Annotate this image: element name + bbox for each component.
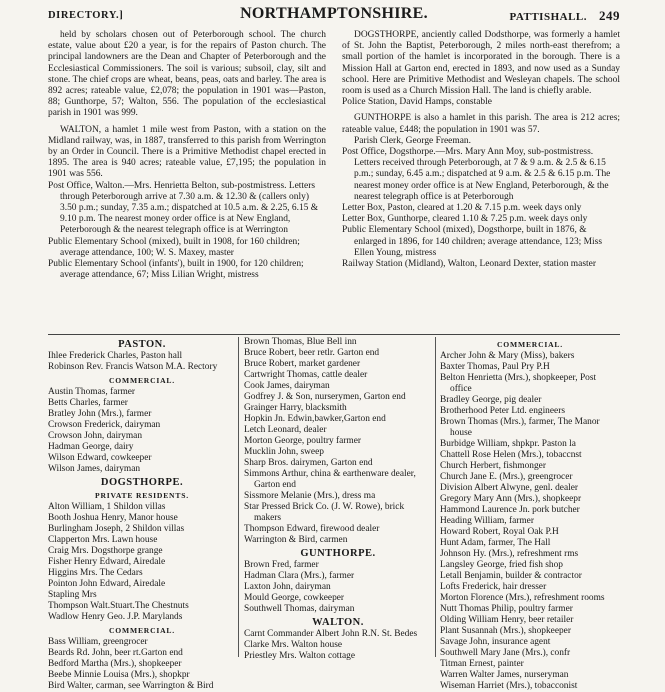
railway-station: Railway Station (Midland), Walton, Leonard Dexter, station master <box>342 259 596 270</box>
directory-entry: Hopkin Jn. Edwin,bawker,Garton end <box>244 414 386 424</box>
directory-entry: Alton William, 1 Shildon villas <box>48 502 166 512</box>
directory-entry: Betts Charles, farmer <box>48 398 128 408</box>
directory-entry: Olding William Henry, beer retailer <box>440 615 574 625</box>
gunthorpe-list <box>244 560 432 615</box>
directory-entry: Burlingham Joseph, 2 Shildon villas <box>48 524 185 534</box>
place-and-page <box>509 8 620 24</box>
directory-column-2 <box>244 337 432 661</box>
directory-entry: Beebe Minnie Louisa (Mrs.), shopkpr <box>48 670 190 680</box>
directory-entry: Hadman Clara (Mrs.), farmer <box>244 571 355 581</box>
directory-entry: Church Herbert, fishmonger <box>440 461 546 471</box>
walton-paragraph: WALTON, a hamlet 1 mile west from Paston, with a station on the Midland railway, was, in 1887, transferred to this parish from Werrington by an Order in Council. There is a Primitive Methodist chapel erected in 1895. The area is 940 acres; rateable value, £7,195; the population in 1901 was 556. <box>48 124 326 180</box>
section-label: DIRECTORY.] <box>48 10 124 21</box>
directory-entry: Letall Benjamin, builder & contractor <box>440 571 582 581</box>
directory-entry: Hadman George, dairy <box>48 442 134 452</box>
commercial-heading: COMMERCIAL. <box>109 376 175 385</box>
descriptive-text <box>48 30 620 334</box>
directory-entry: Crowson John, dairyman <box>48 431 143 441</box>
directory-entry: Bird Walter, carman, see Warrington & Bird <box>48 681 214 691</box>
directory-entry: Pointon John Edward, Airedale <box>48 579 166 589</box>
directory-entry: Titman Ernest, painter <box>440 659 524 669</box>
directory-entry: Mucklin John, sweep <box>244 447 324 457</box>
directory-entry: Belton Henrietta (Mrs.), shopkeeper, Post office <box>440 373 597 394</box>
walton-post-office: Post Office, Walton.—Mrs. Henrietta Belton, sub-postmistress. Letters through Peterborough arrive at 7.30 a.m. & 12.30 & (callers only) 3.50 p.m.; sunday, 7.35 a.m.; dispatched at 10.5 a.m. & 2.25, 6.15 & 9.10 p.m. The nearest money order office is at New England, Peterborough & the nearest telegraph office is at Werrington <box>48 180 319 236</box>
dogsthorpe-commercial-list <box>48 637 236 692</box>
place-name: PATTISHALL. <box>509 11 587 23</box>
directory-entry: Howard Robert, Royal Oak P.H <box>440 527 559 537</box>
section-divider <box>48 334 620 335</box>
directory-entry: Brown Thomas (Mrs.), farmer, The Manor house <box>440 417 600 438</box>
directory-entry: Brown Thomas, Blue Bell inn <box>244 337 357 347</box>
directory-entry: Craig Mrs. Dogsthorpe grange <box>48 546 163 556</box>
paston-commercial-list <box>48 387 236 475</box>
directory-entry: Heading William, farmer <box>440 516 534 526</box>
directory-entry: Archer John & Mary (Miss), bakers <box>440 351 575 361</box>
directory-entry: Higgins Mrs. The Cedars <box>48 568 143 578</box>
directory-entry: Ihlee Frederick Charles, Paston hall <box>48 351 183 361</box>
directory-entry: Morton George, poultry farmer <box>244 436 361 446</box>
directory-entry: Mould George, cowkeeper <box>244 593 345 603</box>
directory-entry: Grainger Harry, blacksmith <box>244 403 347 413</box>
private-residents-heading: PRIVATE RESIDENTS. <box>95 491 189 500</box>
county-title: NORTHAMPTONSHIRE. <box>240 5 428 22</box>
directory-entry: Laxton John, dairyman <box>244 582 331 592</box>
directory-entry: Sissmore Melanie (Mrs.), dress ma <box>244 491 376 501</box>
directory-entry: Stapling Mrs <box>48 590 97 600</box>
directory-entry: Bass William, greengrocer <box>48 637 148 647</box>
gunthorpe-heading: GUNTHORPE. <box>300 548 376 559</box>
directory-entry: Brown Fred, farmer <box>244 560 319 570</box>
directory-entry: Gregory Mary Ann (Mrs.), shopkeepr <box>440 494 582 504</box>
walton-heading: WALTON. <box>312 617 364 628</box>
directory-entry: Division Albert Alwyne, genl. dealer <box>440 483 578 493</box>
directory-entry: Clapperton Mrs. Lawn house <box>48 535 158 545</box>
directory-entry: Langsley George, fried fish shop <box>440 560 563 570</box>
directory-entry: Thompson Edward, firewood dealer <box>244 524 380 534</box>
paston-paragraph: held by scholars chosen out of Peterborough school. The church estate, value about £20 a year, is for the repairs of Paston church. The principal landowners are the Dean and Chapter of Peterborough and the Ecclesiastical Commissioners. The soil is various; subsoil, clay, silt and stone. The chief crops are wheat, beans, peas, oats and barley. The area is 892 acres; rateable value, £2,078; the population in 1901 was—Paston, 88; Gunthorpe, 57; Walton, 556. The population of the ecclesiastical parish in 1901 was 999. <box>48 30 326 119</box>
dogsthorpe-school: Public Elementary School (mixed), Dogsthorpe, built in 1876, & enlarged in 1896, for 140 children; average attendance, 123; Miss Ellen Young, mistress <box>342 225 603 258</box>
gunthorpe-paragraph: GUNTHORPE is also a hamlet in this parish. The area is 212 acres; rateable value, £448; the population in 1901 was 57. <box>342 113 620 135</box>
directory-entry: Bruce Robert, beer retlr. Garton end <box>244 348 380 358</box>
dogsthorpe-private-list <box>48 502 236 623</box>
directory-column-3 <box>440 337 620 691</box>
directory-entry: Warren Walter James, nurseryman <box>440 670 569 680</box>
paston-letter-box: Letter Box, Paston, cleared at 1.20 & 7.15 p.m. week days only <box>342 203 582 214</box>
directory-entry: Morton Florence (Mrs.), refreshment rooms <box>440 593 605 603</box>
directory-entry: Bradley George, pig dealer <box>440 395 542 405</box>
directory-entry: Wiseman Harriet (Mrs.), tobacconist <box>440 681 578 691</box>
description-left-column <box>48 30 326 281</box>
directory-entry: Sharp Bros. dairymen, Garton end <box>244 458 373 468</box>
dogsthorpe-commercial-list-cont <box>244 337 432 546</box>
paston-private-list <box>48 351 236 373</box>
directory-entry: Clarke Mrs. Walton house <box>244 640 343 650</box>
directory-entry: Southwell Thomas, dairyman <box>244 604 355 614</box>
walton-commercial-list <box>440 351 620 692</box>
directory-entry: Brotherhood Peter Ltd. engineers <box>440 406 565 416</box>
directory-entry: Southwell Mary Jane (Mrs.), confr <box>440 648 571 658</box>
paston-heading: PASTON. <box>118 339 166 350</box>
directory-entry: Wadlow Henry Geo. J.P. Marylands <box>48 612 183 622</box>
directory-column-1 <box>48 337 236 691</box>
directory-entry: Crowson Frederick, dairyman <box>48 420 161 430</box>
directory-entry: Baxter Thomas, Paul Pry P.H <box>440 362 550 372</box>
directory-entry: Hunt Adam, farmer, The Hall <box>440 538 551 548</box>
dogsthorpe-post-office: Post Office, Dogsthorpe.—Mrs. Mary Ann Moy, sub-postmistress. Letters received through Peterborough, at 7 & 9 a.m. & 2.5 & 6.15 p.m.; sunday, 6.45 a.m.; dispatched at 9 a.m. & 2.5 & 6.15 p.m. The nearest money order office is at New England, Peterborough, & the nearest telegraph office is at Peterborough <box>342 147 611 202</box>
directory-entry: Godfrey J. & Son, nurserymen, Garton end <box>244 392 406 402</box>
walton-infants-school: Public Elementary School (infants'), built in 1900, for 120 children; average attendance, 67; Miss Lilian Wright, mistress <box>48 259 304 281</box>
directory-listing <box>48 337 620 691</box>
directory-entry: Cook James, dairyman <box>244 381 330 391</box>
directory-entry: Letch Leonard, dealer <box>244 425 327 435</box>
directory-entry: Cartwright Thomas, cattle dealer <box>244 370 368 380</box>
directory-entry: Nutt Thomas Philip, poultry farmer <box>440 604 573 614</box>
page-number: 249 <box>599 8 620 23</box>
directory-entry: Savage John, insurance agent <box>440 637 551 647</box>
directory-entry: Chattell Rose Helen (Mrs.), tobaccnst <box>440 450 582 460</box>
parish-clerk: Parish Clerk, George Freeman. <box>354 135 471 146</box>
dogsthorpe-paragraph: DOGSTHORPE, anciently called Dodsthorpe, was formerly a hamlet of St. John the Baptist, Peterborough, 2 miles north-east therefrom; a small portion of the hamlet is incorporated in the borough. There is a Mission Hall at Garton end, erected in 1893, and now used as a Sunday school. Here are Primitive Methodist and Wesleyan chapels. The school room is used as a Church Mission Hall. The land is chiefly arable. <box>342 30 620 97</box>
directory-entry: Johnson Hy. (Mrs.), refreshment rms <box>440 549 579 559</box>
directory-entry: Burbidge William, shpkpr. Paston la <box>440 439 576 449</box>
directory-entry: Simmons Arthur, china & earthenware dealer, Garton end <box>244 469 416 490</box>
directory-entry: Plant Susannah (Mrs.), shopkeeper <box>440 626 571 636</box>
police-station: Police Station, David Hamps, constable <box>342 97 492 108</box>
directory-entry: Wilson James, dairyman <box>48 464 141 474</box>
directory-entry: Booth Joshua Henry, Manor house <box>48 513 178 523</box>
directory-entry: Bedford Martha (Mrs.), shopkeeper <box>48 659 182 669</box>
directory-entry: Bratley John (Mrs.), farmer <box>48 409 152 419</box>
directory-entry: Fisher Henry Edward, Airedale <box>48 557 166 567</box>
walton-private-list <box>244 629 432 662</box>
walton-mixed-school: Public Elementary School (mixed), built in 1908, for 160 children; average attendance, 100; W. S. Maxey, master <box>48 236 300 258</box>
directory-entry: Wilson Edward, cowkeeper <box>48 453 152 463</box>
directory-entry: Priestley Mrs. Walton cottage <box>244 651 356 661</box>
dogsthorpe-heading: DOGSTHORPE. <box>100 477 184 488</box>
commercial-heading: COMMERCIAL. <box>109 626 175 635</box>
directory-entry: Beards Rd. John, beer rt.Garton end <box>48 648 183 658</box>
directory-entry: Star Pressed Brick Co. (J. W. Rowe), brick makers <box>244 502 405 523</box>
page-header <box>48 5 620 27</box>
gunthorpe-letter-box: Letter Box, Gunthorpe, cleared 1.10 & 7.25 p.m. week days only <box>342 214 588 225</box>
directory-entry: Hammond Laurence Jn. pork butcher <box>440 505 580 515</box>
commercial-heading: COMMERCIAL. <box>497 340 563 349</box>
directory-entry: Lofts Frederick, hair dresser <box>440 582 547 592</box>
description-right-column <box>342 30 620 270</box>
directory-entry: Bruce Robert, market gardener <box>244 359 361 369</box>
directory-entry: Carnt Commander Albert John R.N. St. Bedes <box>244 629 418 639</box>
directory-entry: Robinson Rev. Francis Watson M.A. Rectory <box>48 362 218 372</box>
directory-entry: Warrington & Bird, carmen <box>244 535 348 545</box>
directory-entry: Church Jane E. (Mrs.), greengrocer <box>440 472 573 482</box>
directory-entry: Thompson Walt.Stuart.The Chestnuts <box>48 601 189 611</box>
directory-entry: Austin Thomas, farmer <box>48 387 136 397</box>
